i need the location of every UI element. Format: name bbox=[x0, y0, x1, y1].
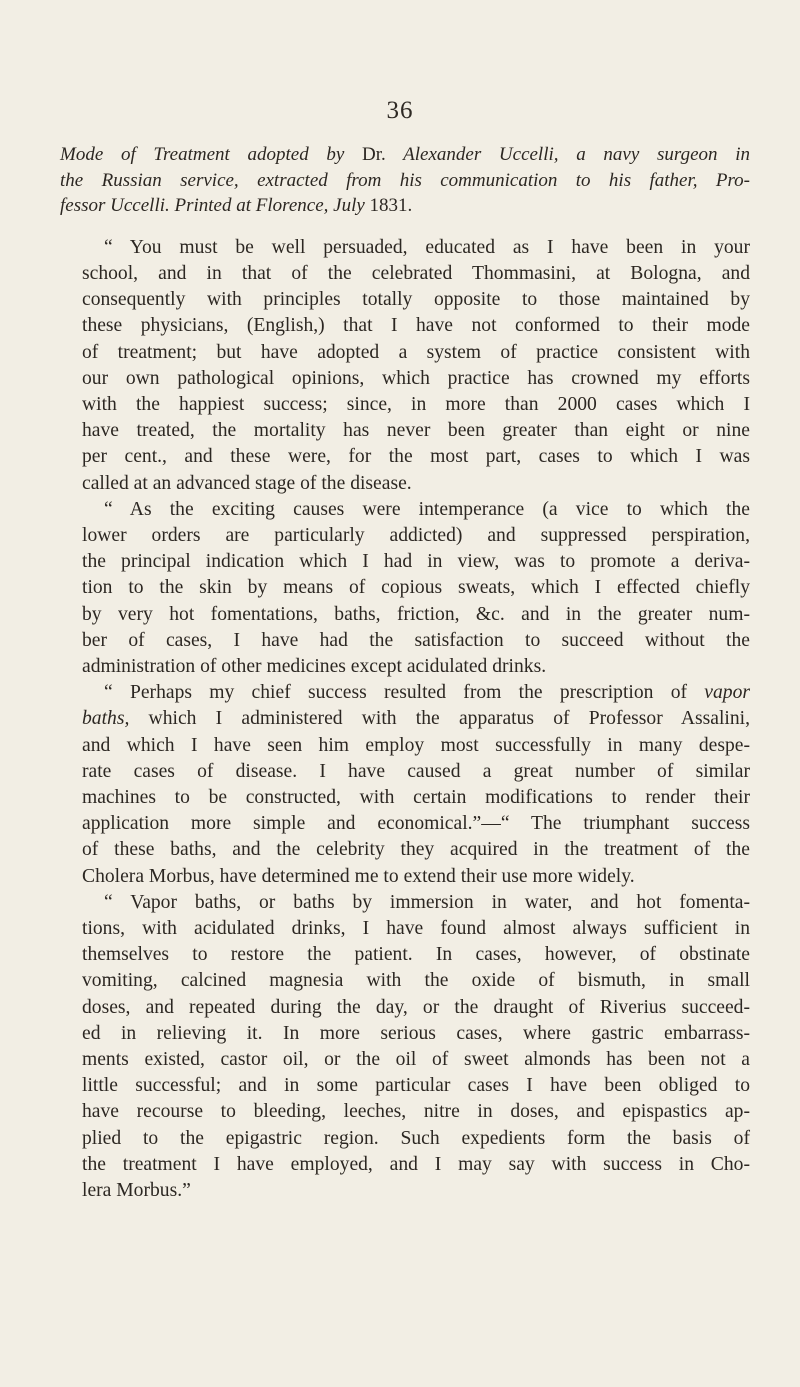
page-number: 36 bbox=[386, 97, 414, 124]
text-line: school, and in that of the celebrated Thommasini, at Bologna, and bbox=[82, 262, 750, 284]
text-line: of treatment; but have adopted a system of practice consistent with bbox=[82, 341, 750, 363]
text-line: have treated, the mortality has never been greater than eight or nine bbox=[82, 420, 750, 442]
text-line: by very hot fomentations, baths, friction, &c. and in the greater num- bbox=[82, 603, 750, 625]
text-line: tions, with acidulated drinks, I have found almost always sufficient in bbox=[82, 918, 750, 940]
text-line: application more simple and economical.”—“ The triumphant success bbox=[82, 813, 750, 835]
text-line: administration of other medicines except acidulated drinks. bbox=[82, 656, 547, 678]
body-text bbox=[60, 142, 750, 1204]
text-line: have recourse to bleeding, leeches, nitre in doses, and epispastics ap- bbox=[82, 1101, 750, 1123]
paragraph-4 bbox=[60, 890, 750, 1204]
paragraph-3 bbox=[60, 680, 750, 890]
text-line: “ As the exciting causes were intemperance (a vice to which the bbox=[104, 498, 750, 520]
text-line: little successful; and in some particular cases I have been obliged to bbox=[82, 1075, 750, 1097]
text-line: the principal indication which I had in view, was to promote a deriva- bbox=[82, 551, 750, 573]
heading-line: fessor Uccelli. Printed at Florence, July 1831. bbox=[60, 195, 413, 217]
text-line: our own pathological opinions, which practice has crowned my efforts bbox=[82, 367, 750, 389]
text-line: and which I have seen him employ most successfully in many despe- bbox=[82, 734, 750, 756]
paragraph-2 bbox=[60, 497, 750, 680]
text-line: “ Perhaps my chief success resulted from the prescription of vapor bbox=[104, 682, 750, 704]
text-line: vomiting, calcined magnesia with the oxide of bismuth, in small bbox=[82, 970, 750, 992]
text-line: per cent., and these were, for the most part, cases to which I was bbox=[82, 446, 750, 468]
text-line: doses, and repeated during the day, or the draught of Riverius succeed- bbox=[82, 996, 750, 1018]
heading-line: Mode of Treatment adopted by Dr. Alexander Uccelli, a navy surgeon in bbox=[60, 144, 750, 165]
text-line: machines to be constructed, with certain modifications to render their bbox=[82, 787, 750, 809]
text-line: rate cases of disease. I have caused a great number of similar bbox=[82, 760, 750, 782]
text-line: plied to the epigastric region. Such expedients form the basis of bbox=[82, 1127, 750, 1149]
text-line: lower orders are particularly addicted) and suppressed perspiration, bbox=[82, 525, 750, 547]
text-line: of these baths, and the celebrity they acquired in the treatment of the bbox=[82, 839, 750, 861]
text-line: ber of cases, I have had the satisfaction to succeed without the bbox=[82, 629, 750, 651]
text-line: tion to the skin by means of copious sweats, which I effected chiefly bbox=[82, 577, 750, 599]
heading-line: the Russian service, extracted from his communication to his father, Pro- bbox=[60, 169, 750, 191]
text-line: with the happiest success; since, in more than 2000 cases which I bbox=[82, 394, 750, 415]
paragraph-1 bbox=[60, 235, 750, 497]
text-line: themselves to restore the patient. In cases, however, of obstinate bbox=[82, 944, 750, 966]
text-line: “ Vapor baths, or baths by immersion in water, and hot fomenta- bbox=[104, 891, 750, 913]
text-line: ed in relieving it. In more serious cases, where gastric embarrass- bbox=[82, 1022, 750, 1044]
text-line: the treatment I have employed, and I may say with success in Cho- bbox=[82, 1153, 750, 1175]
text-line: Cholera Morbus, have determined me to extend their use more widely. bbox=[82, 865, 635, 887]
text-line: these physicians, (English,) that I have not conformed to their mode bbox=[82, 315, 750, 337]
text-line: called at an advanced stage of the disease. bbox=[82, 472, 412, 494]
text-line: lera Morbus.” bbox=[82, 1180, 191, 1202]
text-line: baths, which I administered with the apparatus of Professor Assalini, bbox=[82, 708, 750, 730]
text-line: consequently with principles totally opposite to those maintained by bbox=[82, 289, 750, 311]
text-line: “ You must be well persuaded, educated as I have been in your bbox=[104, 236, 750, 258]
text-line: ments existed, castor oil, or the oil of sweet almonds has been not a bbox=[82, 1049, 750, 1071]
section-heading bbox=[60, 142, 750, 219]
